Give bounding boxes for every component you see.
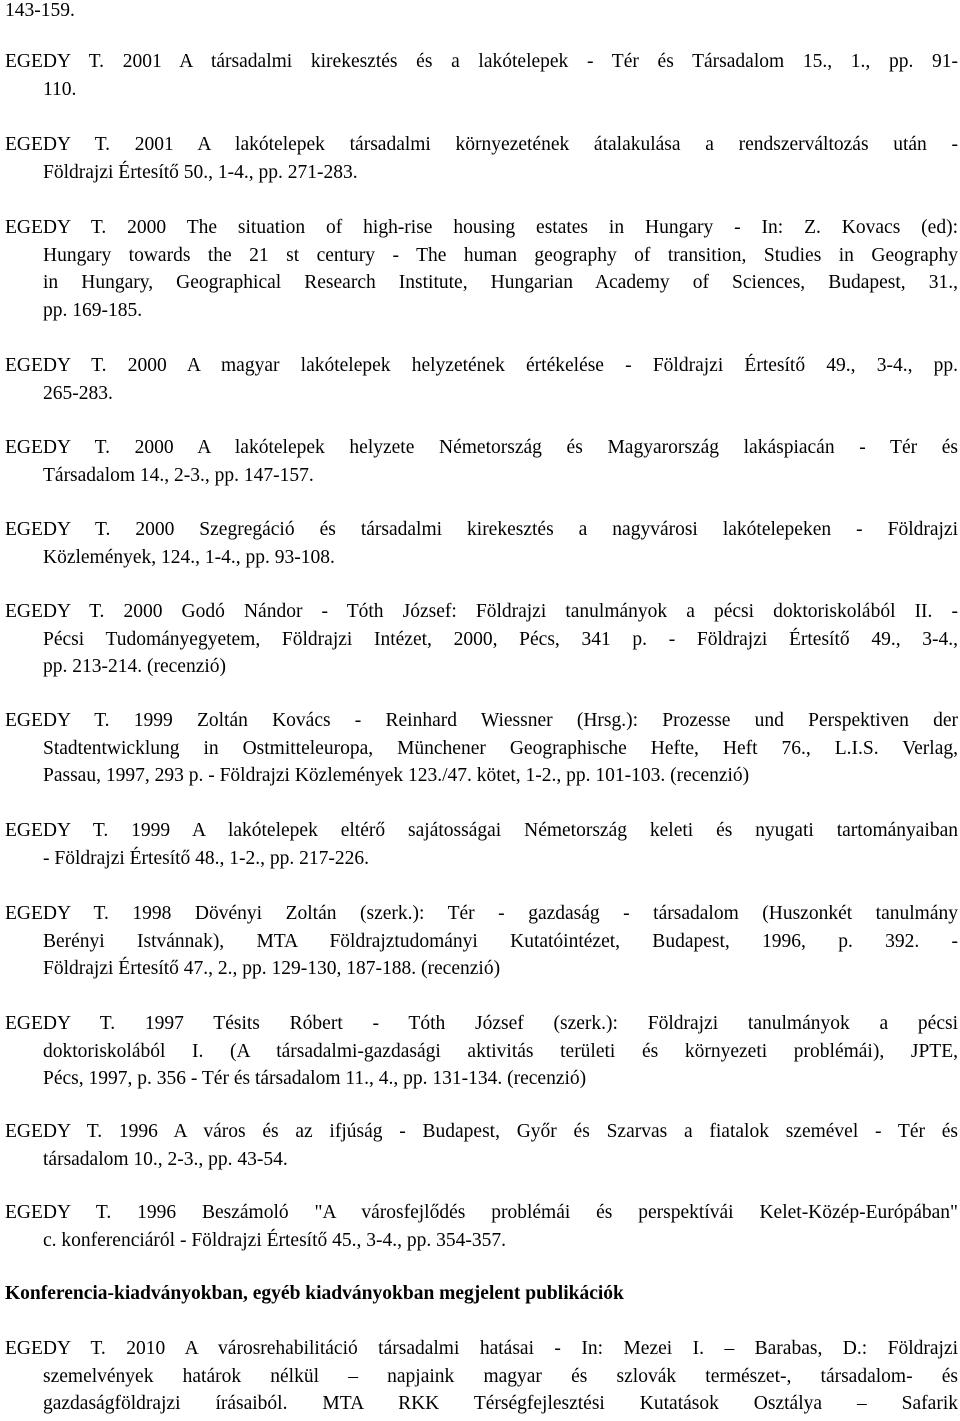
reference-entry <box>5 1199 958 1254</box>
reference-line: EGEDY T. 2000 The situation of high-rise housing estates in Hungary - In: Z. Kovacs (ed): <box>5 217 958 238</box>
section-heading: Konferencia-kiadványokban, egyéb kiadványokban megjelent publikációk <box>5 1283 624 1304</box>
reference-line: 265-283. <box>43 382 113 404</box>
reference-line: doktoriskolából I. (A társadalmi-gazdasági aktivitás területi és környezeti problémái), JPTE, <box>43 1040 958 1062</box>
reference-entry <box>5 598 958 681</box>
reference-line: - Földrajzi Értesítő 48., 1-2., pp. 217-226. <box>43 847 370 869</box>
reference-line: Pécs, 1997, p. 356 - Tér és társadalom 11., 4., pp. 131-134. (recenzió) <box>43 1068 587 1089</box>
reference-entry <box>5 131 958 186</box>
reference-line: Közlemények, 124., 1-4., pp. 93-108. <box>43 546 335 568</box>
reference-line: EGEDY T. 1998 Dövényi Zoltán (szerk.): Tér - gazdaság - társadalom (Huszonkét tanulmány <box>5 903 958 924</box>
reference-line: c. konferenciáról - Földrajzi Értesítő 45., 3-4., pp. 354-357. <box>43 1229 507 1251</box>
reference-line: EGEDY T. 1999 A lakótelepek eltérő sajátosságai Németország keleti és nyugati tartományaiban <box>5 820 958 841</box>
reference-entry <box>5 1010 958 1093</box>
reference-line: pp. 169-185. <box>43 299 143 321</box>
reference-entry <box>5 352 958 407</box>
reference-line: in Hungary, Geographical Research Institute, Hungarian Academy of Sciences, Budapest, 31., <box>43 272 958 293</box>
reference-line: Társadalom 14., 2-3., pp. 147-157. <box>43 464 314 486</box>
reference-line: Földrajzi Értesítő 47., 2., pp. 129-130, 187-188. (recenzió) <box>43 958 501 979</box>
reference-line: EGEDY T. 1999 Zoltán Kovács - Reinhard Wiessner (Hrsg.): Prozesse und Perspektiven der <box>5 710 958 731</box>
reference-entry <box>5 214 958 324</box>
reference-line: EGEDY T. 2000 A magyar lakótelepek helyzetének értékelése - Földrajzi Értesítő 49., 3-4., pp. <box>5 355 958 376</box>
reference-line: Földrajzi Értesítő 50., 1-4., pp. 271-283. <box>43 161 358 183</box>
reference-line: szemelvények határok nélkül – napjaink magyar és szlovák természet-, társadalom- és <box>43 1365 958 1387</box>
reference-line: társadalom 10., 2-3., pp. 43-54. <box>43 1148 288 1170</box>
reference-line: EGEDY T. 1996 A város és az ifjúság - Budapest, Győr és Szarvas a fiatalok szemével - Tér és <box>5 1121 958 1142</box>
reference-entry <box>5 434 958 489</box>
reference-entry <box>5 1335 958 1418</box>
reference-line: gazdaságföldrajzi írásaiból. MTA RKK Térségfejlesztési Kutatások Osztálya – Safarik <box>43 1393 958 1414</box>
reference-entry <box>5 48 958 103</box>
reference-line: Passau, 1997, 293 p. - Földrajzi Közlemények 123./47. kötet, 1-2., pp. 101-103. (recenzió) <box>43 765 750 786</box>
reference-line: Stadtentwicklung in Ostmitteleuropa, Münchener Geographische Hefte, Heft 76., L.I.S. Verlag, <box>43 737 958 759</box>
reference-entry <box>5 707 958 790</box>
reference-line: pp. 213-214. (recenzió) <box>43 656 227 677</box>
reference-line: Berényi Istvánnak), MTA Földrajztudományi Kutatóintézet, Budapest, 1996, p. 392. - <box>43 930 958 952</box>
reference-line: EGEDY T. 2000 Szegregáció és társadalmi kirekesztés a nagyvárosi lakótelepeken - Földrajzi <box>5 519 958 540</box>
reference-continuation <box>5 0 958 25</box>
reference-line: 143-159. <box>5 0 75 21</box>
reference-entry <box>5 900 958 983</box>
reference-line: EGEDY T. 1997 Tésits Róbert - Tóth József (szerk.): Földrajzi tanulmányok a pécsi <box>5 1013 958 1034</box>
reference-line: EGEDY T. 2001 A társadalmi kirekesztés és a lakótelepek - Tér és Társadalom 15., 1., pp. 91- <box>5 51 958 72</box>
reference-entry <box>5 516 958 571</box>
reference-line: EGEDY T. 1996 Beszámoló "A városfejlődés problémái és perspektívái Kelet-Közép-Európában" <box>5 1202 958 1223</box>
reference-line: EGEDY T. 2010 A városrehabilitáció társadalmi hatásai - In: Mezei I. – Barabas, D.: Földrajzi <box>5 1338 958 1359</box>
reference-line: EGEDY T. 2000 Godó Nándor - Tóth József: Földrajzi tanulmányok a pécsi doktoriskolából II. - <box>5 601 958 622</box>
reference-line: EGEDY T. 2000 A lakótelepek helyzete Németország és Magyarország lakáspiacán - Tér és <box>5 437 958 458</box>
reference-line: Pécsi Tudományegyetem, Földrajzi Intézet, 2000, Pécs, 341 p. - Földrajzi Értesítő 49., 3-4., <box>43 628 958 650</box>
reference-entry <box>5 817 958 872</box>
reference-line: Hungary towards the 21 st century - The human geography of transition, Studies in Geography <box>43 244 958 266</box>
reference-line: EGEDY T. 2001 A lakótelepek társadalmi környezetének átalakulása a rendszerváltozás után - <box>5 134 958 155</box>
reference-entry <box>5 1118 958 1173</box>
reference-line: 110. <box>43 78 77 100</box>
